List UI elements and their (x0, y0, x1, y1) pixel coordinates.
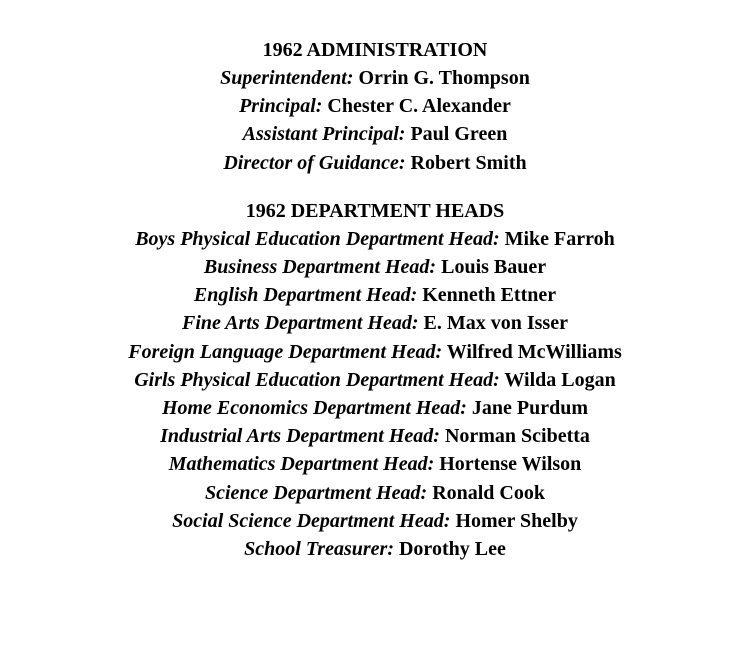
administration-title: 1962 ADMINISTRATION (262, 39, 488, 61)
department-name: Wilda Logan (504, 368, 616, 391)
admin-name: Paul Green (410, 123, 508, 146)
department-entry (0, 422, 750, 450)
admin-role: Superintendent: (220, 67, 354, 89)
department-name: Homer Shelby (455, 509, 578, 532)
admin-entry (0, 64, 750, 92)
department-role: School Treasurer: (244, 538, 394, 561)
department-role: Mathematics Department Head: (168, 453, 435, 476)
administration-section (0, 36, 750, 177)
department-role: Girls Physical Education Department Head: (134, 368, 500, 391)
admin-name: Robert Smith (410, 151, 527, 174)
department-name: Hortense Wilson (439, 453, 582, 476)
department-entry (0, 479, 750, 507)
admin-entry (0, 149, 750, 177)
admin-entry (0, 92, 750, 120)
department-name: Jane Purdum (471, 397, 589, 420)
department-name: Wilfred McWilliams (446, 340, 622, 363)
department-name: Norman Scibetta (444, 425, 590, 448)
department-entry (0, 338, 750, 366)
department-entry (0, 281, 750, 309)
department-entry (0, 253, 750, 281)
department-entry (0, 225, 750, 253)
department-name: Dorothy Lee (398, 538, 506, 561)
admin-role: Director of Guidance: (223, 151, 406, 174)
department-name: Kenneth Ettner (422, 284, 557, 307)
section-spacer (0, 177, 750, 197)
department-role: Home Economics Department Head: (161, 397, 467, 420)
department-role: Social Science Department Head: (172, 509, 451, 532)
departments-section (0, 197, 750, 563)
admin-name: Orrin G. Thompson (358, 67, 530, 89)
department-entry (0, 507, 750, 535)
department-role: Fine Arts Department Head: (182, 312, 419, 335)
department-name: Louis Bauer (441, 256, 547, 279)
department-entry (0, 309, 750, 337)
departments-title: 1962 DEPARTMENT HEADS (245, 199, 505, 222)
department-name: Mike Farroh (504, 227, 615, 250)
department-role: Industrial Arts Department Head: (160, 425, 440, 448)
department-role: Business Department Head: (203, 256, 437, 279)
admin-role: Assistant Principal: (242, 123, 406, 146)
department-role: English Department Head: (193, 284, 418, 307)
department-role: Boys Physical Education Department Head: (135, 227, 500, 250)
department-role: Foreign Language Department Head: (128, 340, 443, 363)
admin-name: Chester C. Alexander (327, 95, 511, 118)
admin-entry (0, 120, 750, 148)
admin-role: Principal: (239, 95, 323, 118)
department-name: E. Max von Isser (423, 312, 568, 335)
department-entry (0, 450, 750, 478)
department-entry (0, 535, 750, 563)
department-name: Ronald Cook (432, 481, 545, 504)
department-entry (0, 366, 750, 394)
department-entry (0, 394, 750, 422)
department-role: Science Department Head: (205, 481, 428, 504)
